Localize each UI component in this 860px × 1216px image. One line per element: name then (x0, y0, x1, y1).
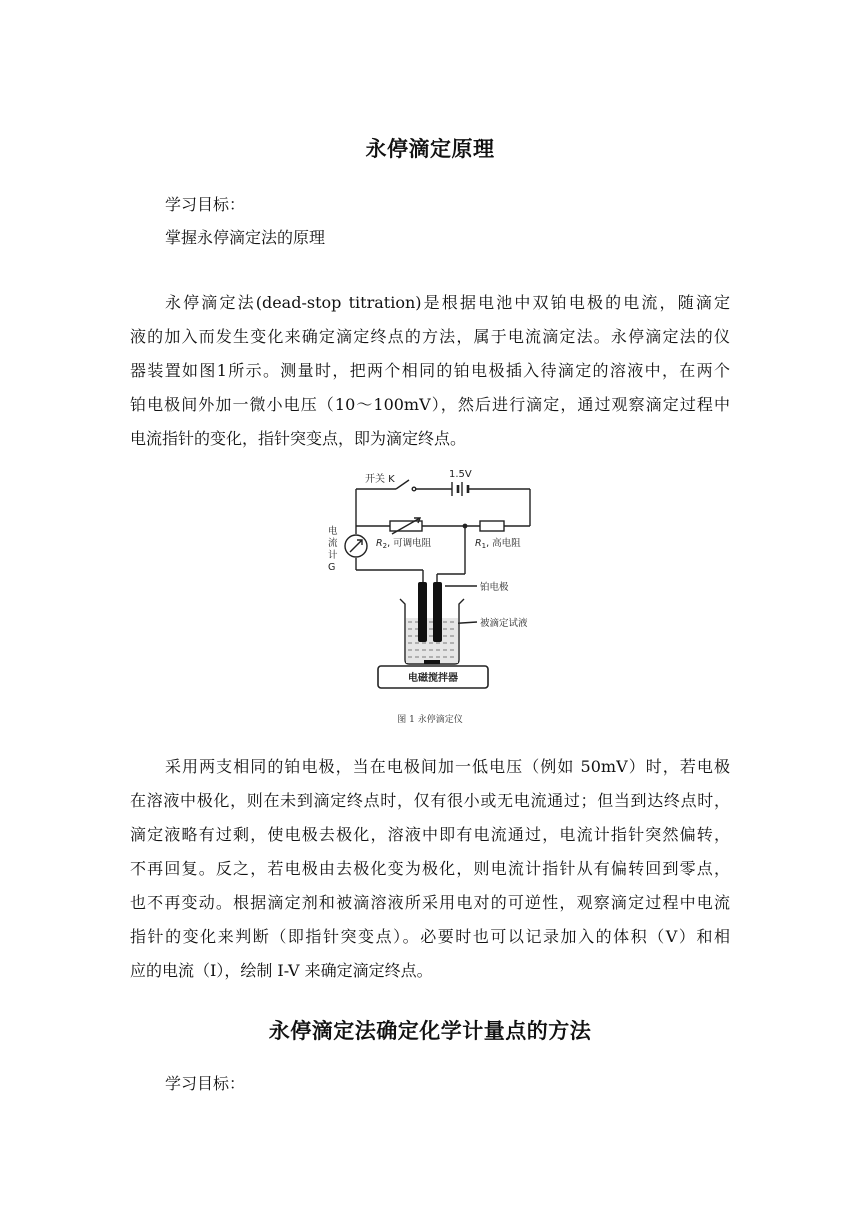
objective-label: 学习目标： (165, 195, 246, 214)
paragraph-line: 永停滴定法(dead-stop titration)是根据电池中双铂电极的电流，随滴定 (165, 293, 730, 312)
stirrer-label: 电磁搅拌器 (408, 673, 458, 684)
r2-symbol: R (376, 538, 383, 549)
galvanometer-label-char: G (328, 562, 336, 573)
paragraph-line: 铂电极间外加一微小电压（10～100mV），然后进行滴定，通过观察滴定过程中 (130, 395, 730, 414)
stir-bar-icon (424, 660, 440, 664)
paragraph-line: 指针的变化来判断（即指针突变点）。必要时也可以记录加入的体积（V）和相 (130, 927, 730, 946)
r1-label (475, 537, 521, 550)
r2-subscript: 2 (382, 542, 388, 550)
galvanometer-label-char: 计 (328, 550, 338, 561)
paragraph-line: 在溶液中极化，则在未到滴定终点时，仅有很小或无电流通过；但当到达终点时， (130, 791, 730, 810)
galvanometer-icon (345, 535, 367, 557)
battery-label: 1.5V (449, 469, 472, 480)
section-title: 永停滴定原理 (365, 137, 495, 161)
r1-subscript: 1 (481, 542, 487, 550)
paragraph-principle (130, 286, 730, 456)
switch-k-icon (396, 480, 416, 491)
paragraph-line: 液的加入而发生变化来确定滴定终点的方法，属于电流滴定法。永停滴定法的仪 (130, 327, 730, 346)
section-title: 永停滴定法确定化学计量点的方法 (268, 1019, 592, 1043)
r1-symbol: R (475, 538, 482, 549)
battery-icon (452, 482, 468, 496)
solution-liquid (406, 618, 458, 663)
paragraph-explanation (130, 750, 730, 988)
r2-label (376, 537, 432, 550)
fixed-resistor-icon (480, 521, 504, 531)
paragraph-line: 电流指针的变化，指针突变点，即为滴定终点。 (130, 429, 467, 448)
paragraph-line: 也不再变动。根据滴定剂和被滴溶液所采用电对的可逆性，观察滴定过程中电流 (130, 893, 730, 912)
objective-label: 学习目标： (165, 1074, 246, 1093)
variable-resistor-icon (390, 518, 422, 534)
solution-label: 被滴定试液 (480, 618, 528, 629)
apparatus-diagram (320, 462, 540, 694)
paragraph-line: 应的电流（I），绘制 I-V 来确定滴定终点。 (130, 961, 433, 980)
switch-label: 开关 K (365, 474, 395, 485)
paragraph-line: 器装置如图1所示。测量时，把两个相同的铂电极插入待滴定的溶液中，在两个 (130, 361, 730, 380)
paragraph-line: 采用两支相同的铂电极，当在电极间加一低电压（例如 50mV）时，若电极 (165, 757, 730, 776)
r2-description: , 可调电阻 (387, 538, 432, 549)
galvanometer-label-char: 流 (328, 538, 338, 549)
paragraph-line: 滴定液略有过剩，使电极去极化，溶液中即有电流通过，电流计指针突然偏转， (130, 825, 730, 844)
figure-caption: 图 1 永停滴定仪 (397, 715, 463, 725)
paragraph-line: 不再回复。反之，若电极由去极化变为极化，则电流计指针从有偏转回到零点， (130, 859, 730, 878)
electrode-label: 铂电极 (480, 582, 509, 593)
objective-text: 掌握永停滴定法的原理 (165, 228, 326, 247)
junction-dot (463, 524, 468, 529)
r1-description: , 高电阻 (486, 538, 521, 549)
galvanometer-label-char: 电 (328, 526, 338, 537)
